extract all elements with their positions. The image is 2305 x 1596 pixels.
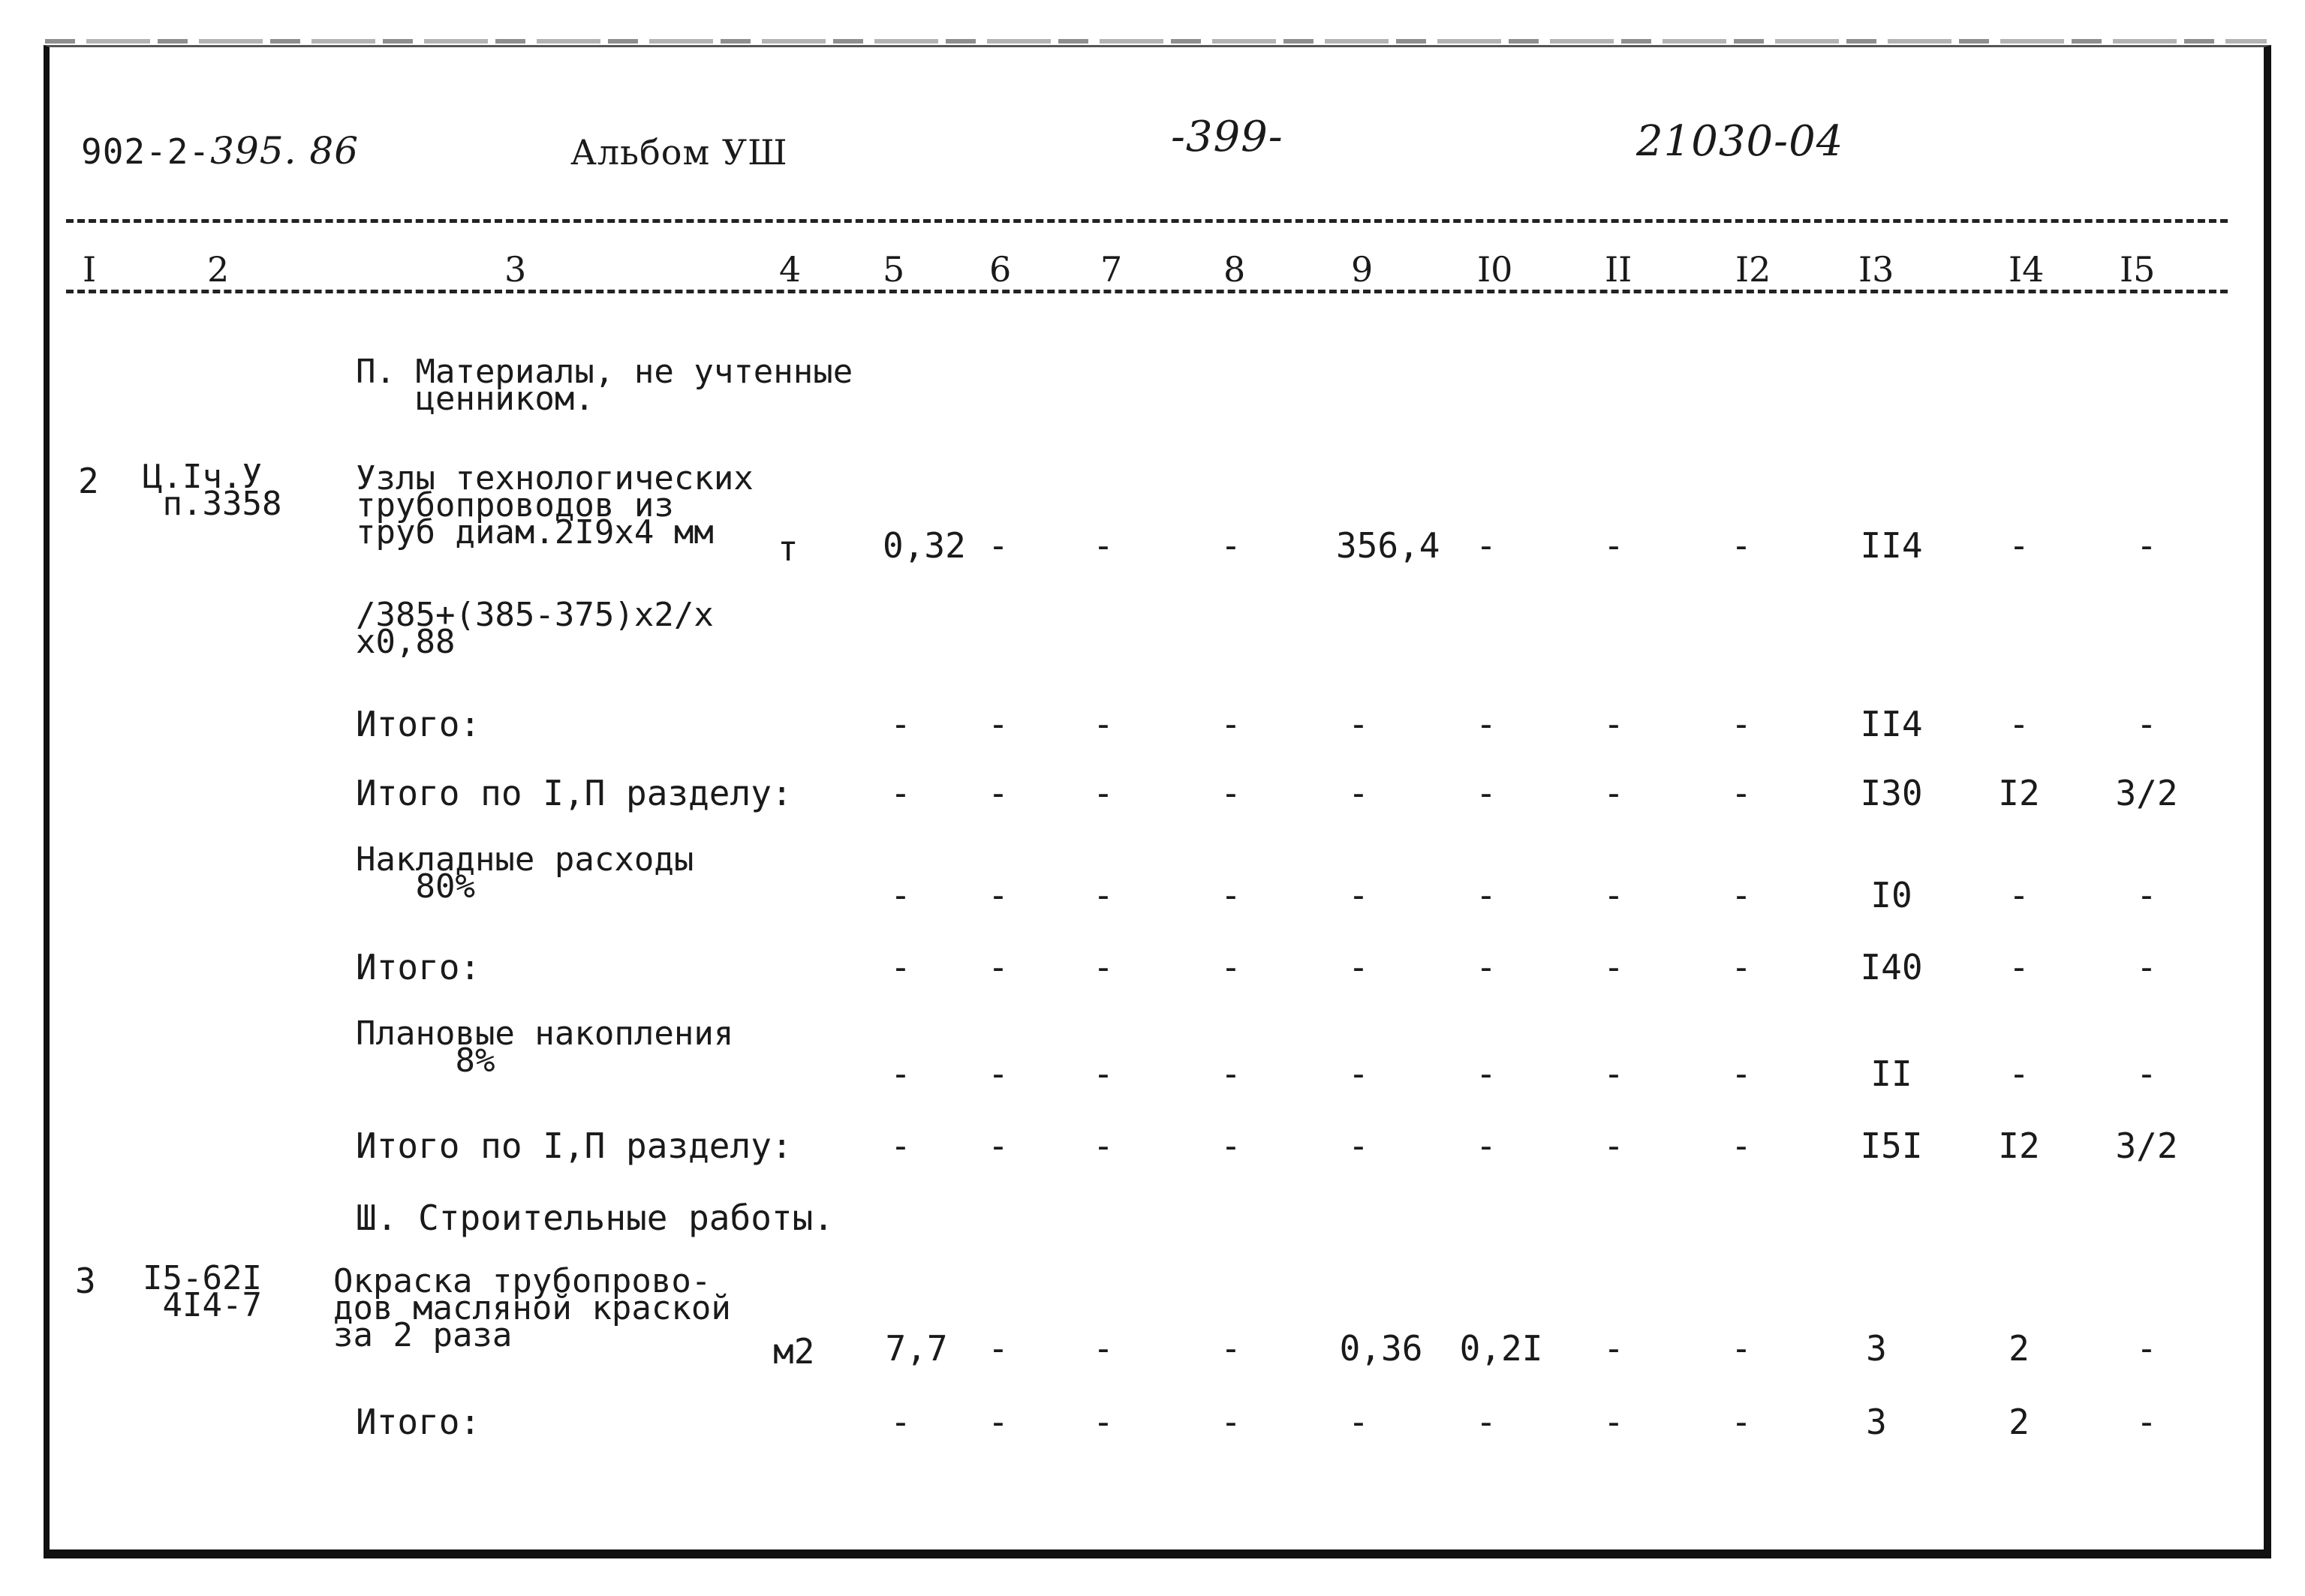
- cell-c9: -: [1348, 704, 1369, 744]
- total-label: Итого:: [356, 1402, 481, 1442]
- cell-c15: -: [2136, 1053, 2157, 1094]
- cell-c12: -: [1731, 773, 1752, 813]
- cell-c6: -: [988, 947, 1009, 987]
- cell-c12: -: [1731, 1402, 1752, 1442]
- cell-c13: I40: [1860, 947, 1923, 987]
- project-code-printed: 902-2-: [81, 131, 211, 172]
- column-number: 5: [883, 249, 905, 290]
- column-number: I3: [1858, 249, 1894, 290]
- section-title: П. Материалы, не учтенные ценником.: [356, 353, 853, 418]
- cell-c10: -: [1476, 875, 1497, 915]
- cell-c11: -: [1603, 1053, 1624, 1094]
- cell-c8: -: [1220, 1402, 1241, 1442]
- cell-c6: -: [988, 704, 1009, 744]
- column-header-divider: [66, 290, 2228, 293]
- cell-c8: -: [1220, 1126, 1241, 1166]
- column-number: 4: [779, 249, 802, 290]
- total-label: Накладные расходы 80%: [356, 840, 694, 906]
- cell-c6: -: [988, 1126, 1009, 1166]
- cell-c5: 7,7: [885, 1328, 948, 1369]
- cell-c9: 356,4: [1336, 525, 1440, 566]
- cell-c6: -: [988, 875, 1009, 915]
- total-label: Итого по I,П разделу:: [356, 773, 793, 813]
- cell-c6: -: [988, 1328, 1009, 1369]
- cell-c9: -: [1348, 773, 1369, 813]
- cell-c8: -: [1220, 1328, 1241, 1369]
- column-number: 6: [989, 249, 1012, 290]
- cell-c9: -: [1348, 875, 1369, 915]
- total-label: Итого:: [356, 704, 481, 744]
- cell-c5: -: [890, 773, 911, 813]
- cell-c11: -: [1603, 947, 1624, 987]
- work-name: Узлы технологических трубопроводов из труб диам.2I9х4 мм: [356, 459, 754, 552]
- header-divider: [66, 219, 2228, 223]
- cell-c6: -: [988, 773, 1009, 813]
- column-number: I5: [2120, 249, 2156, 290]
- cell-c5: -: [890, 875, 911, 915]
- album-label: Альбом УШ: [570, 132, 788, 173]
- cell-c11: -: [1603, 525, 1624, 566]
- cell-c14: I2: [1998, 773, 2040, 813]
- cell-c14: -: [2009, 1053, 2030, 1094]
- total-label: Итого:: [356, 947, 481, 987]
- cell-c12: -: [1731, 947, 1752, 987]
- column-number: 7: [1100, 249, 1123, 290]
- cell-c12: -: [1731, 1126, 1752, 1166]
- cell-c15: -: [2136, 704, 2157, 744]
- cell-c7: -: [1093, 525, 1114, 566]
- cell-c14: 2: [2009, 1402, 2030, 1442]
- price-code: I5-62I 4I4-7: [143, 1259, 262, 1324]
- project-code: [81, 129, 359, 173]
- cell-c13: II4: [1860, 704, 1923, 744]
- cell-c12: -: [1731, 1328, 1752, 1369]
- cell-c10: 0,2I: [1459, 1328, 1543, 1369]
- page-number: -399-: [1171, 113, 1283, 161]
- row-number: 3: [75, 1261, 96, 1301]
- work-name: Окраска трубопрово- дов масляной краской за 2 раза: [333, 1262, 731, 1354]
- cell-c8: -: [1220, 1053, 1241, 1094]
- cell-c6: -: [988, 1402, 1009, 1442]
- cell-c7: -: [1093, 947, 1114, 987]
- section-title: Ш. Строительные работы.: [356, 1198, 834, 1238]
- cell-c12: -: [1731, 704, 1752, 744]
- unit: т: [778, 528, 799, 569]
- cell-c11: -: [1603, 773, 1624, 813]
- cell-c15: -: [2136, 875, 2157, 915]
- cell-c11: -: [1603, 704, 1624, 744]
- cell-c8: -: [1220, 773, 1241, 813]
- project-code-handwritten: 395. 86: [210, 129, 360, 173]
- cell-c10: -: [1476, 1126, 1497, 1166]
- cell-c14: 2: [2009, 1328, 2030, 1369]
- cell-c10: -: [1476, 704, 1497, 744]
- document-number: 21030-04: [1636, 117, 1844, 166]
- cell-c7: -: [1093, 773, 1114, 813]
- cell-c12: -: [1731, 525, 1752, 566]
- cell-c14: -: [2009, 947, 2030, 987]
- cell-c10: -: [1476, 773, 1497, 813]
- cell-c10: -: [1476, 947, 1497, 987]
- cell-c13: II4: [1860, 525, 1923, 566]
- cell-c11: -: [1603, 1328, 1624, 1369]
- cell-c14: -: [2009, 525, 2030, 566]
- cell-c8: -: [1220, 947, 1241, 987]
- cell-c8: -: [1220, 875, 1241, 915]
- cell-c5: 0,32: [883, 525, 966, 566]
- column-number: I2: [1735, 249, 1771, 290]
- cell-c10: -: [1476, 525, 1497, 566]
- cell-c15: -: [2136, 947, 2157, 987]
- cell-c5: -: [890, 947, 911, 987]
- cell-c13: I30: [1860, 773, 1923, 813]
- column-number: I: [83, 249, 97, 290]
- cell-c13: II: [1870, 1053, 1912, 1094]
- cell-c11: -: [1603, 1402, 1624, 1442]
- cell-c13: 3: [1866, 1402, 1887, 1442]
- cell-c9: -: [1348, 1053, 1369, 1094]
- cell-c9: -: [1348, 947, 1369, 987]
- cell-c7: -: [1093, 704, 1114, 744]
- cell-c5: -: [890, 1402, 911, 1442]
- cell-c9: -: [1348, 1126, 1369, 1166]
- cell-c7: -: [1093, 1328, 1114, 1369]
- column-number: 8: [1223, 249, 1246, 290]
- cell-c15: -: [2136, 1328, 2157, 1369]
- cell-c9: 0,36: [1339, 1328, 1423, 1369]
- column-number: 9: [1351, 249, 1374, 290]
- cell-c8: -: [1220, 525, 1241, 566]
- total-label: Плановые накопления 8%: [356, 1014, 734, 1080]
- cell-c13: I5I: [1860, 1126, 1923, 1166]
- cell-c12: -: [1731, 875, 1752, 915]
- cell-c14: -: [2009, 875, 2030, 915]
- cell-c14: I2: [1998, 1126, 2040, 1166]
- row-number: 2: [78, 461, 99, 501]
- scan-top-edge: [45, 39, 2267, 44]
- cell-c15: 3/2: [2115, 773, 2178, 813]
- cell-c10: -: [1476, 1053, 1497, 1094]
- column-number: 3: [504, 249, 527, 290]
- cell-c6: -: [988, 525, 1009, 566]
- cell-c15: -: [2136, 525, 2157, 566]
- cell-c13: 3: [1866, 1328, 1887, 1369]
- total-label: Итого по I,П разделу:: [356, 1126, 793, 1166]
- cell-c7: -: [1093, 1126, 1114, 1166]
- unit: м2: [773, 1331, 815, 1372]
- cell-c15: -: [2136, 1402, 2157, 1442]
- column-number: I0: [1477, 249, 1513, 290]
- column-number: 2: [207, 249, 230, 290]
- cell-c6: -: [988, 1053, 1009, 1094]
- cell-c7: -: [1093, 1053, 1114, 1094]
- price-formula: /385+(385-375)х2/х х0,88: [356, 596, 714, 661]
- cell-c9: -: [1348, 1402, 1369, 1442]
- cell-c5: -: [890, 704, 911, 744]
- cell-c8: -: [1220, 704, 1241, 744]
- column-number: II: [1605, 249, 1632, 290]
- cell-c11: -: [1603, 1126, 1624, 1166]
- cell-c13: I0: [1870, 875, 1912, 915]
- cell-c5: -: [890, 1053, 911, 1094]
- cell-c10: -: [1476, 1402, 1497, 1442]
- cell-c11: -: [1603, 875, 1624, 915]
- cell-c15: 3/2: [2115, 1126, 2178, 1166]
- cell-c7: -: [1093, 875, 1114, 915]
- cell-c7: -: [1093, 1402, 1114, 1442]
- cell-c5: -: [890, 1126, 911, 1166]
- price-code: Ц.Iч.У п.3358: [143, 458, 282, 523]
- column-number: I4: [2009, 249, 2045, 290]
- cell-c14: -: [2009, 704, 2030, 744]
- cell-c12: -: [1731, 1053, 1752, 1094]
